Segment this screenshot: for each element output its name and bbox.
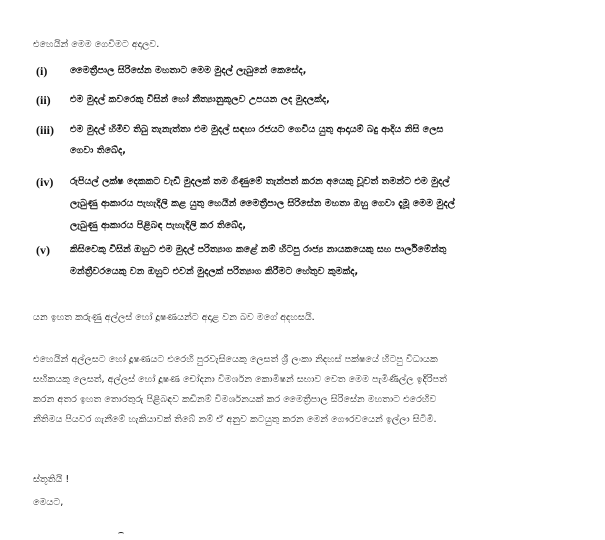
- question-3-line-2: ගෙවා තිබේද,: [70, 145, 126, 156]
- question-4-line-1: රුපියල් ලක්ෂ දෙකකට වැඩි මුදලක් තම ගිණුමේ තැන්පත් කරන අයෙකු වූවත් තමන්ට එම මුදල්: [70, 176, 450, 187]
- question-number-1: (i): [36, 64, 48, 78]
- question-number-2: (ii): [36, 93, 51, 107]
- paragraph-2-line-3: කරන අතර ඉහත තොරතුරු පිළිබඳව කඩිනම් විමර්ශනයක් කර මෛත්‍රීපාල සිරිසේන මහතාට එරෙහිව: [33, 394, 437, 405]
- paragraph-1: යන ඉහත කරුණු අල්ලස් හෝ දූෂණයන්ට අදාළ වන බව මගේ අදහසයි.: [33, 312, 315, 323]
- question-number-3: (iii): [36, 123, 54, 137]
- stray-pen-mark: [118, 532, 124, 536]
- question-3-line-1: එම මුදල් හිමිව තිබු තැනැත්තා එම මුදල් සඳහා රජයට ගෙවිය යුතු ආදායම් බදු ආදිය නිසි ලෙස: [70, 124, 444, 135]
- question-4-line-2: ලැබුණු ආකාරය පැහැදිලි කළ යුතු හෙයින් මෛත්‍රීපාල සිරිසේන මහතා ඔහු ගෙවා දැමූ මෙම මුදල්: [70, 198, 455, 209]
- intro-line: එහෙයින් මෙම ගෙවීමට අදාලව.: [33, 39, 160, 50]
- question-number-5: (v): [36, 243, 50, 257]
- paragraph-2-line-1: එහෙයින් අල්ලසට හෝ දූෂණයට එරෙහි පුරවැසියෙකු ලෙසත් ශ්‍රී ලංකා නිදහස් පක්ෂයේ හිටපු විධායක: [33, 354, 438, 365]
- closing-thanks: ස්තූතියි !: [33, 474, 70, 485]
- paragraph-2-line-4: නීතිමය පියවර ගැනීමේ හැකියාවක් තිබේ නම් ඒ අනුව කටයුතු කරන මෙන් ගෞරවයෙන් ඉල්ලා සිටිමි.: [33, 414, 437, 425]
- signoff: මෙයට,: [33, 497, 64, 508]
- paragraph-2-line-2: සභිකයකු ලෙසත්, අල්ලස් හෝ දූෂණ චෝදනා විමර්ශන කොමිෂන් සභාව වෙත මෙම පැමිණිල්ල ඉදිරිපත්: [33, 374, 447, 385]
- question-number-4: (iv): [36, 175, 54, 189]
- question-4-line-3: ලැබුණු ආකාරය පිළිබඳ පැහැදිලි කර තිබේද,: [70, 220, 247, 231]
- question-5-line-1: කිසිවෙකු විසින් ඔහුට එම මුදල් පරිත්‍යාග කළේ නම් හිටපු රාජ්‍ය නායකයෙකු සහ පාර්ලිමේන්තු: [70, 244, 447, 255]
- question-2-line-1: එම මුදල් කවරෙකු විසින් හෝ නීත්‍යානුකූලව උපයන ලද මුදලක්ද,: [70, 94, 330, 105]
- question-5-line-2: මන්ත්‍රීවරයෙකු වන ඔහුට එවන් මුදලක් පරිත්‍යාග කිරීමට හේතුව කුමක්ද,: [70, 266, 359, 277]
- question-1-line-1: මෛත්‍රීපාල සිරිසේන මහතාට මෙම මුදල් ලැබුනේ කෙසේද,: [70, 65, 307, 76]
